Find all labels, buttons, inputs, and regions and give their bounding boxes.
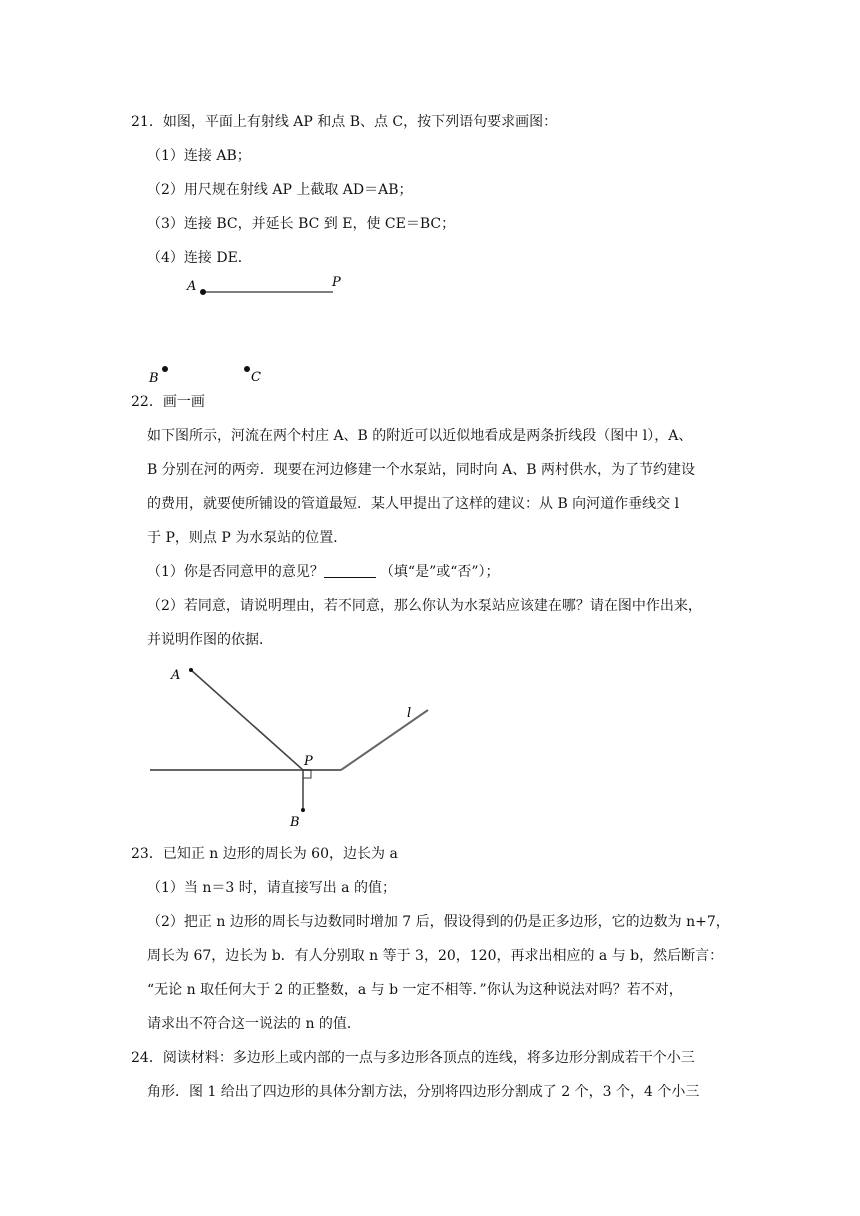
q24-line-1: 24．阅读材料：多边形上或内部的一点与多边形各顶点的连线，将多边形分割成若干个小三	[131, 1050, 695, 1066]
answer-blank[interactable]	[324, 563, 376, 578]
q23-item-1: （1）当 n＝3 时，请直接写出 a 的值；	[147, 880, 396, 896]
q22-para-line-1: 如下图所示，河流在两个村庄 A、B 的附近可以近似地看成是两条折线段（图中 l），A、	[147, 428, 693, 444]
q22-para-line-3: 的费用，就要使所铺设的管道最短．某人甲提出了这样的建议：从 B 向河道作垂线交 l	[147, 496, 680, 512]
q23-stem: 23．已知正 n 边形的周长为 60，边长为 a	[131, 846, 398, 862]
label-c: C	[251, 370, 261, 385]
label-b: B	[149, 371, 159, 386]
q22-item-2-line-2: 并说明作图的依据．	[147, 632, 273, 648]
q24-line-2: 角形．图 1 给出了四边形的具体分割方法，分别将四边形分割成了 2 个，3 个，4 个小三	[147, 1084, 700, 1100]
point-c	[244, 366, 250, 372]
q21-item-1: （1）连接 AB；	[147, 148, 251, 164]
q22-item-2-line-1: （2）若同意，请说明理由，若不同意，那么你认为水泵站应该建在哪？请在图中作出来，	[147, 598, 702, 614]
q22-figure	[145, 660, 445, 830]
label-a: A	[187, 279, 197, 294]
q22-para-line-2: B 分别在河的两旁．现要在河边修建一个水泵站，同时向 A、B 两村供水，为了节约建设	[147, 462, 696, 478]
q22-item-1-suffix: （填“是”或“否”）；	[379, 564, 500, 580]
label-a: A	[171, 668, 181, 683]
label-b: B	[290, 815, 300, 830]
q23-item-2-line-2: 周长为 67，边长为 b．有人分别取 n 等于 3，20，120，再求出相应的 a 与 b，然后断言：	[147, 948, 724, 964]
q21-item-3: （3）连接 BC，并延长 BC 到 E，使 CE＝BC；	[147, 216, 456, 232]
q21-item-4: （4）连接 DE．	[147, 250, 252, 266]
right-angle-mark	[303, 770, 311, 778]
point-a	[200, 289, 206, 295]
q23-item-2-line-3: “无论 n 取任何大于 2 的正整数，a 与 b 一定不相等．”你认为这种说法对吗？若不对，	[147, 982, 683, 998]
point-b	[162, 366, 168, 372]
q22-para-line-4: 于 P，则点 P 为水泵站的位置．	[147, 530, 348, 546]
point-a	[189, 668, 193, 672]
segment-ap	[191, 670, 303, 770]
point-b	[301, 808, 305, 812]
label-p: P	[332, 275, 341, 290]
q22-item-1-prefix: （1）你是否同意甲的意见？	[147, 564, 324, 580]
q23-item-2-line-4: 请求出不符合这一说法的 n 的值．	[147, 1016, 361, 1032]
label-p: P	[304, 754, 313, 769]
label-l: l	[407, 706, 412, 721]
q23-item-2-line-1: （2）把正 n 边形的周长与边数同时增加 7 后，假设得到的仍是正多边形，它的边数为 n+7，	[147, 914, 730, 930]
q22-item-1	[147, 562, 500, 582]
q21-stem: 21．如图，平面上有射线 AP 和点 B、点 C，按下列语句要求画图：	[131, 114, 558, 130]
q22-title: 22．画一画	[131, 394, 205, 410]
q21-item-2: （2）用尺规在射线 AP 上截取 AD＝AB；	[147, 182, 413, 198]
river-right-segment	[341, 710, 428, 770]
q21-figure	[145, 272, 345, 387]
